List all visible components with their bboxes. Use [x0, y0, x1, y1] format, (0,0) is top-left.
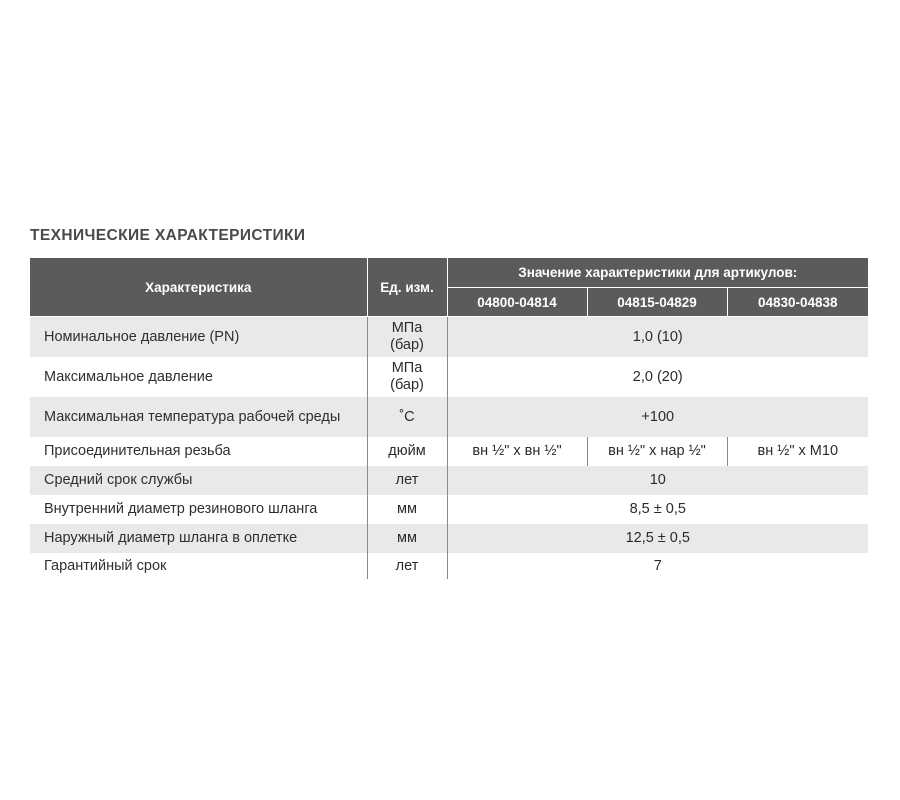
header-value-group: Значение характеристики для артикулов:: [447, 258, 868, 288]
header-article-3: 04830-04838: [727, 288, 868, 317]
row-name: Внутренний диаметр резинового шланга: [44, 501, 318, 517]
row-unit: МПа (бар): [367, 317, 447, 358]
row-name: Гарантийный срок: [44, 557, 167, 574]
row-name: Наружный диаметр шланга в оплетке: [30, 524, 367, 553]
row-value-article-1: вн ½" х вн ½": [447, 437, 587, 466]
row-name: Номинальное давление (PN): [30, 317, 367, 358]
table-row: [30, 437, 868, 466]
row-unit: лет: [367, 466, 447, 495]
table-row: [30, 524, 868, 553]
row-value: 2,0 (20): [632, 368, 683, 385]
row-unit: мм: [367, 524, 447, 553]
row-value: +100: [447, 397, 868, 437]
row-value-article-2: вн ½" х нар ½": [587, 437, 727, 466]
row-value: 8,5 ± 0,5: [629, 501, 686, 517]
row-unit: ˚С: [367, 397, 447, 437]
table-row: [30, 495, 868, 524]
row-value: 10: [447, 466, 868, 495]
header-article-1: 04800-04814: [447, 288, 587, 317]
row-unit: дюйм: [367, 437, 447, 466]
row-unit: МПа (бар): [367, 357, 447, 397]
row-value: 12,5 ± 0,5: [447, 524, 868, 553]
table-row: [30, 466, 868, 495]
row-value: 1,0 (10): [447, 317, 868, 358]
table-row: [30, 553, 868, 579]
row-name: Максимальная температура рабочей среды: [30, 397, 367, 437]
section-title: ТЕХНИЧЕСКИЕ ХАРАКТЕРИСТИКИ: [30, 227, 306, 244]
row-unit: лет: [367, 553, 447, 579]
row-name: Средний срок службы: [30, 466, 367, 495]
header-characteristic: Характеристика: [30, 258, 367, 317]
row-name: Максимальное давление: [44, 368, 213, 385]
row-value-article-3: вн ½" х М10: [757, 443, 839, 459]
header-unit: Ед. изм.: [367, 258, 447, 317]
header-article-2: 04815-04829: [587, 288, 727, 317]
row-unit: мм: [367, 495, 447, 524]
row-value: 7: [653, 557, 662, 574]
table-row: [30, 397, 868, 437]
row-name: Присоединительная резьба: [44, 443, 231, 459]
specs-table: [30, 258, 868, 579]
table-row: [30, 357, 868, 397]
table-row: [30, 317, 868, 358]
